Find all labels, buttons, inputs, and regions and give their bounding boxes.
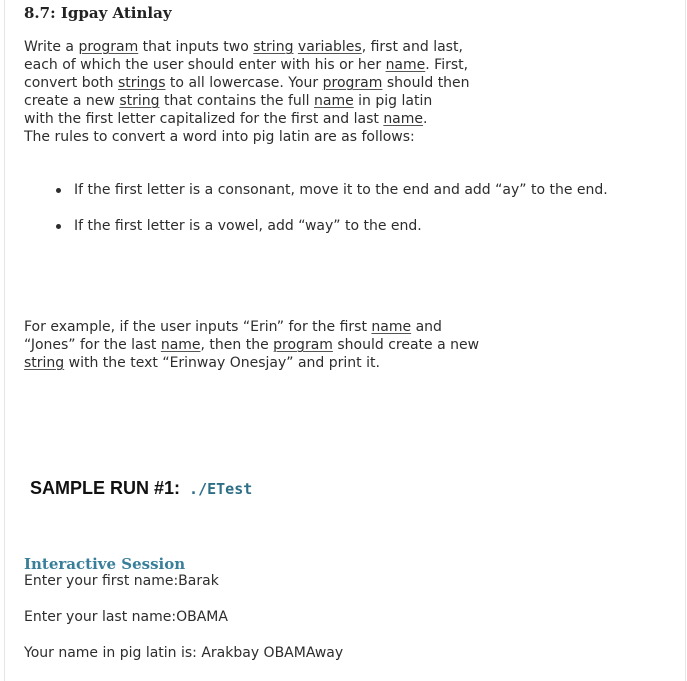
bullet-icon (56, 224, 61, 229)
glossary-link-program[interactable]: program (273, 337, 333, 353)
glossary-link-name[interactable]: name (385, 57, 426, 73)
rules-list (53, 181, 608, 235)
sample-run-label: SAMPLE RUN #1: (30, 478, 181, 498)
intro-line: The rules to convert a word into pig latin are as follows: (24, 129, 415, 145)
intro-paragraph (24, 38, 470, 146)
session-output-line: Enter your last name:OBAMA (24, 609, 228, 625)
example-paragraph (24, 318, 479, 372)
glossary-link-program[interactable]: program (78, 39, 139, 55)
intro-line: convert both strings to all lowercase. Your program should then (24, 75, 470, 91)
glossary-link-name[interactable]: name (314, 93, 354, 109)
list-item: If the first letter is a vowel, add “way” to the end. (53, 217, 608, 235)
session-output-line: Your name in pig latin is: Arakbay OBAMAway (24, 645, 344, 661)
sample-run-command: ./ETest (189, 480, 253, 498)
glossary-link-name[interactable]: name (371, 319, 412, 335)
bullet-icon (56, 188, 61, 193)
session-title: Interactive Session (24, 555, 186, 573)
intro-line: with the first letter capitalized for the first and last name. (24, 111, 428, 127)
glossary-link-string[interactable]: string (24, 355, 65, 371)
glossary-link-program[interactable]: program (322, 75, 383, 91)
glossary-link-strings[interactable]: strings (118, 75, 166, 91)
glossary-link-string[interactable]: string (119, 93, 160, 109)
glossary-link-variables[interactable]: variables (297, 39, 362, 55)
example-line: For example, if the user inputs “Erin” for the first name and (24, 319, 442, 335)
content-panel (4, 0, 686, 681)
glossary-link-name[interactable]: name (160, 337, 201, 353)
session-output-line: Enter your first name:Barak (24, 573, 219, 589)
example-line: string with the text “Erinway Onesjay” and print it. (24, 355, 380, 371)
glossary-link-string[interactable]: string (253, 39, 294, 55)
intro-line: Write a program that inputs two string variables, first and last, (24, 39, 463, 55)
example-line: “Jones” for the last name, then the program should create a new (24, 337, 480, 353)
intro-line: each of which the user should enter with his or her name. First, (24, 57, 469, 73)
sample-run-heading (30, 478, 252, 499)
page-title: 8.7: Igpay Atinlay (24, 4, 172, 22)
glossary-link-name[interactable]: name (383, 111, 424, 127)
list-item: If the first letter is a consonant, move it to the end and add “ay” to the end. (53, 181, 608, 199)
intro-line: create a new string that contains the full name in pig latin (24, 93, 433, 109)
